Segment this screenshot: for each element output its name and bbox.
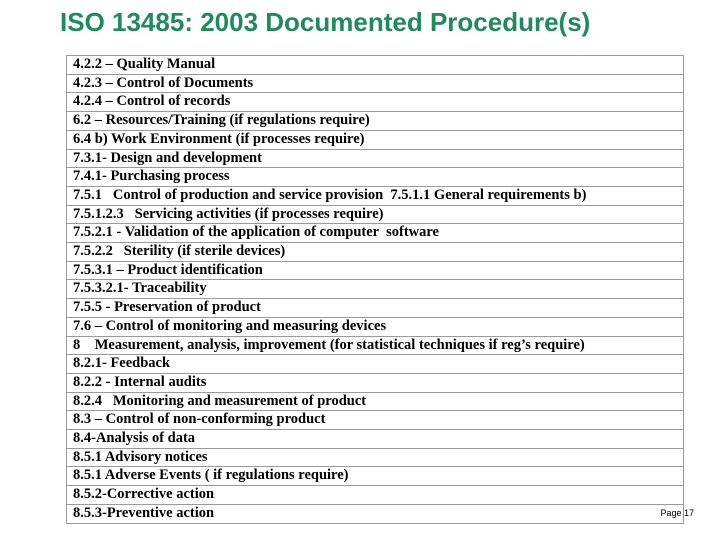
procedure-cell (67, 93, 684, 112)
table-row (67, 448, 684, 467)
procedure-cell (67, 355, 684, 374)
procedure-label: 4.2.4 – Control of records (73, 93, 231, 110)
procedure-label: 6.4 b) Work Environment (if processes require) (73, 130, 365, 147)
procedure-cell (67, 243, 684, 262)
procedure-cell (67, 299, 684, 318)
procedure-label: 8.5.1 Adverse Events ( if regulations require) (73, 467, 349, 484)
table-row (67, 130, 684, 149)
procedure-cell (67, 74, 684, 93)
table-row (67, 205, 684, 224)
table-row (67, 186, 684, 205)
procedure-label: 8.2.4 Monitoring and measurement of product (73, 392, 367, 409)
table-row (67, 243, 684, 262)
procedure-label: 7.5.1.2.3 Servicing activities (if processes require) (73, 205, 384, 222)
procedure-label: 7.6 – Control of monitoring and measuring devices (73, 317, 387, 334)
procedure-table (66, 55, 684, 524)
procedure-cell (67, 430, 684, 449)
procedure-cell (67, 224, 684, 243)
procedure-label: 7.5.2.1 - Validation of the application of computer software (73, 224, 439, 241)
procedure-cell (67, 317, 684, 336)
procedure-cell (67, 467, 684, 486)
procedure-label: 4.2.3 – Control of Documents (73, 74, 254, 91)
table-row (67, 112, 684, 131)
procedure-label: 8 Measurement, analysis, improvement (for statistical techniques if reg’s require) (73, 336, 585, 353)
procedure-label: 6.2 – Resources/Training (if regulations require) (73, 112, 370, 129)
table-row (67, 149, 684, 168)
table-row (67, 430, 684, 449)
procedure-label: 7.5.3.2.1- Traceability (73, 280, 207, 297)
table-row (67, 93, 684, 112)
procedure-label: 7.5.3.1 – Product identification (73, 261, 263, 278)
table-row (67, 486, 684, 505)
procedure-cell (67, 130, 684, 149)
procedure-cell (67, 205, 684, 224)
table-row (67, 280, 684, 299)
procedure-label: 8.2.2 - Internal audits (73, 373, 207, 390)
table-row (67, 336, 684, 355)
table-row (67, 299, 684, 318)
procedure-label: 8.2.1- Feedback (73, 355, 171, 372)
procedure-label: 7.5.1 Control of production and service provision 7.5.1.1 General requirements b) (73, 186, 587, 203)
procedure-label: 8.5.2-Corrective action (73, 486, 215, 503)
table-row (67, 355, 684, 374)
procedure-cell (67, 411, 684, 430)
procedure-label: 4.2.2 – Quality Manual (73, 56, 216, 72)
procedure-cell (67, 261, 684, 280)
procedure-cell (67, 504, 684, 523)
procedure-label: 8.5.3-Preventive action (73, 504, 215, 521)
table-row (67, 168, 684, 187)
procedure-label: 7.5.2.2 Sterility (if sterile devices) (73, 243, 286, 260)
table-row (67, 392, 684, 411)
procedure-cell (67, 448, 684, 467)
page-title: ISO 13485: 2003 Documented Procedure(s) (60, 7, 591, 37)
procedure-cell (67, 486, 684, 505)
procedure-cell (67, 186, 684, 205)
procedure-label: 8.5.1 Advisory notices (73, 448, 208, 465)
procedure-label: 7.3.1- Design and development (73, 149, 262, 166)
procedure-cell (67, 112, 684, 131)
table-row (67, 467, 684, 486)
procedure-list (67, 56, 684, 524)
table-row (67, 74, 684, 93)
table-row (67, 411, 684, 430)
table-row (67, 373, 684, 392)
table-row (67, 56, 684, 75)
procedure-cell (67, 168, 684, 187)
table-row (67, 224, 684, 243)
procedure-label: 8.4-Analysis of data (73, 430, 196, 447)
procedure-cell (67, 280, 684, 299)
procedure-cell (67, 392, 684, 411)
procedure-cell (67, 56, 684, 75)
procedure-label: 7.5.5 - Preservation of product (73, 299, 261, 316)
procedure-label: 7.4.1- Purchasing process (73, 168, 230, 185)
table-row (67, 317, 684, 336)
page-number: Page 17 (660, 508, 694, 518)
procedure-cell (67, 336, 684, 355)
table-row (67, 261, 684, 280)
table-row (67, 504, 684, 523)
procedure-label: 8.3 – Control of non-conforming product (73, 411, 326, 428)
procedure-cell (67, 373, 684, 392)
procedure-cell (67, 149, 684, 168)
